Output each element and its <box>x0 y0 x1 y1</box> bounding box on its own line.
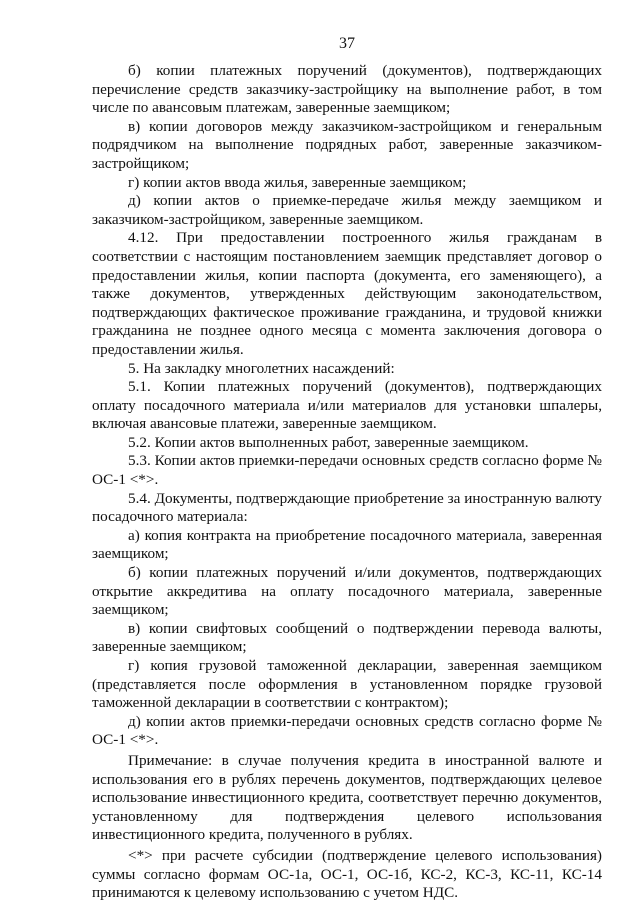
paragraph-5-4: 5.4. Документы, подтверждающие приобретение за иностранную валюту посадочного материала: <box>92 489 602 526</box>
paragraph-g-acts-housing: г) копии актов ввода жилья, заверенные заемщиком; <box>128 173 467 191</box>
paragraph-5-3: 5.3. Копии актов приемки-передачи основных средств согласно форме № ОС-1 <*>. <box>92 452 602 489</box>
paragraph-5-4-v: в) копии свифтовых сообщений о подтверждении перевода валюты, заверенные заемщиком; <box>92 619 602 656</box>
paragraph-5-2: 5.2. Копии актов выполненных работ, заверенные заемщиком. <box>128 433 529 451</box>
page-number: 37 <box>339 35 355 52</box>
paragraph-footnote: <*> при расчете субсидии (подтверждение целевого использования) суммы согласно формам ОС-1а, ОС-1, ОС-1б, КС-2, КС-3, КС-11, КС-14 принимаются к целевому использованию с учетом НДС. <box>92 846 602 902</box>
paragraph-d-acts-transfer: д) копии актов о приемке-передаче жилья между заемщиком и заказчиком-застройщиком, заверенные заемщиком. <box>92 192 602 228</box>
paragraph-note: Примечание: в случае получения кредита в иностранной валюте и использования его в рублях перечень документов, подтверждающих целевое использование инвестиционного кредита, соответствует перечню документов, установленному для подтверждения целевого использования инвестиционного кредита, полученного в рублях. <box>92 751 602 844</box>
paragraph-5-4-d: д) копии актов приемки-передачи основных средств согласно форме № ОС-1 <*>. <box>92 712 602 749</box>
paragraph-4-12: 4.12. При предоставлении построенного жилья гражданам в соответствии с настоящим постановлением заемщик представляет договор о предоставлении жилья, копии паспорта (документа, его заменяющего), а также документов, утвержденных действующим законодательством, подтверждающих фактическое проживание гражданина, и трудовой книжки гражданина не позднее одного месяца с момента заключения договора о предоставлении жилья. <box>92 229 602 358</box>
paragraph-v-contracts: в) копии договоров между заказчиком-застройщиком и генеральным подрядчиком на выполнение подрядных работ, заверенные заказчиком-застройщиком; <box>92 117 602 172</box>
document-page <box>92 34 602 903</box>
paragraph-5-4-g: г) копия грузовой таможенной декларации, заверенная заемщиком (представляется после оформления в установленном порядке грузовой таможенной декларации в соответствии с контрактом); <box>92 657 602 712</box>
paragraph-b-payment-orders: б) копии платежных поручений (документов), подтверждающих перечисление средств заказчику-застройщику на выполнение работ, в том числе по авансовым платежам, заверенные заемщиком; <box>92 62 602 117</box>
paragraph-5-1: 5.1. Копии платежных поручений (документов), подтверждающих оплату посадочного материала и/или материалов для установки шпалеры, включая авансовые платежи, заверенные заемщиком. <box>92 378 602 433</box>
paragraph-5-heading: 5. На закладку многолетних насаждений: <box>128 359 395 377</box>
paragraph-5-4-b: б) копии платежных поручений и/или документов, подтверждающих открытие аккредитива на оплату посадочного материала, заверенные заемщиком; <box>92 564 602 619</box>
paragraph-5-4-a: а) копия контракта на приобретение посадочного материала, заверенная заемщиком; <box>92 526 602 563</box>
